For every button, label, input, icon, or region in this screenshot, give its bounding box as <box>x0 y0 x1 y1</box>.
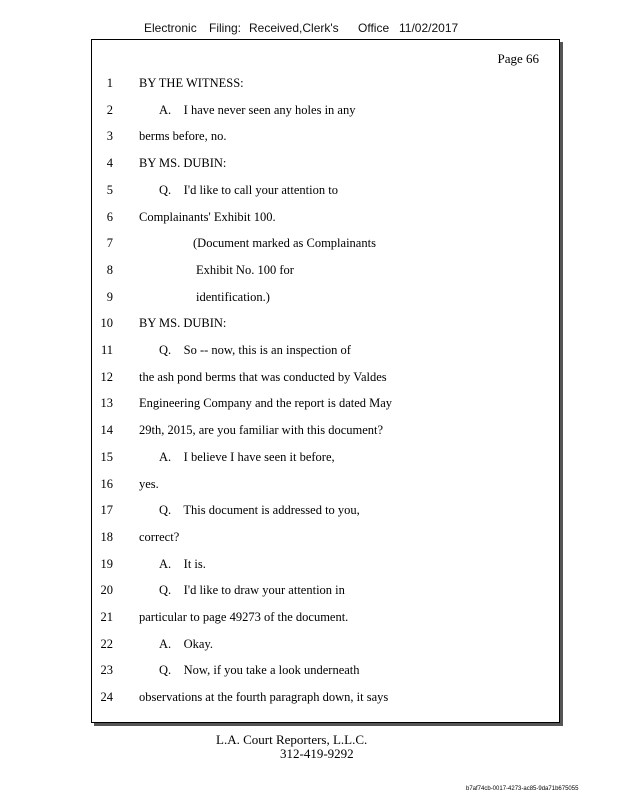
line-text: Q. This document is addressed to you, <box>159 503 360 518</box>
line-number: 13 <box>100 396 113 411</box>
line-number: 9 <box>106 289 113 304</box>
line-number: 20 <box>100 583 113 598</box>
transcript-line <box>92 393 552 413</box>
line-text: correct? <box>139 529 180 544</box>
filing-stamp-word: Electronic <box>144 21 197 35</box>
transcript-line <box>92 420 552 440</box>
line-number: 17 <box>100 503 113 518</box>
line-text: the ash pond berms that was conducted by Valdes <box>139 369 387 384</box>
transcript-line <box>92 340 552 360</box>
line-text: A. Okay. <box>159 636 214 651</box>
line-text: Q. I'd like to call your attention to <box>159 182 338 197</box>
line-number: 11 <box>100 343 113 357</box>
line-text: 29th, 2015, are you familiar with this document? <box>139 423 384 438</box>
line-text: Q. So -- now, this is an inspection of <box>159 343 351 357</box>
line-number: 23 <box>100 663 113 678</box>
line-number: 21 <box>100 610 113 624</box>
transcript-line <box>92 660 552 680</box>
line-number: 18 <box>100 529 113 544</box>
transcript-line <box>92 687 552 707</box>
line-text: Complainants' Exhibit 100. <box>139 209 276 224</box>
transcript-line <box>92 367 552 387</box>
line-number: 5 <box>106 182 113 197</box>
line-text: Q. Now, if you take a look underneath <box>159 663 360 678</box>
line-text: BY THE WITNESS: <box>139 76 244 90</box>
line-text: BY MS. DUBIN: <box>139 316 227 331</box>
line-text: berms before, no. <box>139 129 227 144</box>
line-number: 22 <box>100 636 113 651</box>
document-id: b7af74cb-0017-4273-ac85-9da71b675055 <box>466 786 579 792</box>
transcript-line <box>92 527 552 547</box>
page-number: Page 66 <box>497 51 539 66</box>
transcript-line <box>92 260 552 280</box>
transcript-line <box>92 180 552 200</box>
transcript-line <box>92 634 552 654</box>
transcript-page <box>91 39 560 723</box>
line-number: 2 <box>106 102 113 117</box>
filing-stamp-word: 11/02/2017 <box>399 21 459 35</box>
line-number: 24 <box>100 690 113 705</box>
transcript-line <box>92 447 552 467</box>
line-text: Exhibit No. 100 for <box>196 262 294 277</box>
line-number: 4 <box>106 156 113 171</box>
transcript-line <box>92 233 552 253</box>
line-number: 12 <box>100 369 113 384</box>
line-text: A. I believe I have seen it before, <box>159 449 335 464</box>
line-text: observations at the fourth paragraph down, it says <box>139 690 389 705</box>
reporter-phone: 312-419-9292 <box>280 746 354 761</box>
line-number: 19 <box>100 556 113 571</box>
transcript-line <box>92 73 552 93</box>
transcript-line <box>92 580 552 600</box>
line-text: Engineering Company and the report is dated May <box>139 396 393 411</box>
line-text: A. I have never seen any holes in any <box>159 102 356 117</box>
line-number: 7 <box>106 236 113 251</box>
transcript-line <box>92 554 552 574</box>
filing-stamp-word: Received,Clerk's <box>249 21 339 35</box>
line-number: 1 <box>106 76 113 90</box>
line-number: 16 <box>100 476 113 491</box>
transcript-line <box>92 500 552 520</box>
line-text: identification.) <box>196 289 270 304</box>
line-number: 6 <box>106 209 113 224</box>
transcript-line <box>92 126 552 146</box>
line-text: (Document marked as Complainants <box>193 236 376 251</box>
transcript-line <box>92 207 552 227</box>
transcript-line <box>92 474 552 494</box>
line-text: yes. <box>139 476 159 491</box>
transcript-line <box>92 100 552 120</box>
line-number: 14 <box>100 423 113 438</box>
transcript-line <box>92 313 552 333</box>
line-text: BY MS. DUBIN: <box>139 156 227 171</box>
transcript-line <box>92 607 552 627</box>
line-text: particular to page 49273 of the document. <box>139 610 349 624</box>
line-number: 15 <box>100 449 113 464</box>
transcript-line <box>92 287 552 307</box>
line-number: 3 <box>106 129 113 144</box>
line-number: 10 <box>100 316 113 331</box>
line-text: Q. I'd like to draw your attention in <box>159 583 345 598</box>
transcript-line <box>92 153 552 173</box>
reporter-company: L.A. Court Reporters, L.L.C. <box>216 732 368 747</box>
line-text: A. It is. <box>159 556 206 571</box>
line-number: 8 <box>106 262 113 277</box>
filing-stamp-word: Office <box>358 21 390 35</box>
filing-stamp-word: Filing: <box>209 21 242 35</box>
